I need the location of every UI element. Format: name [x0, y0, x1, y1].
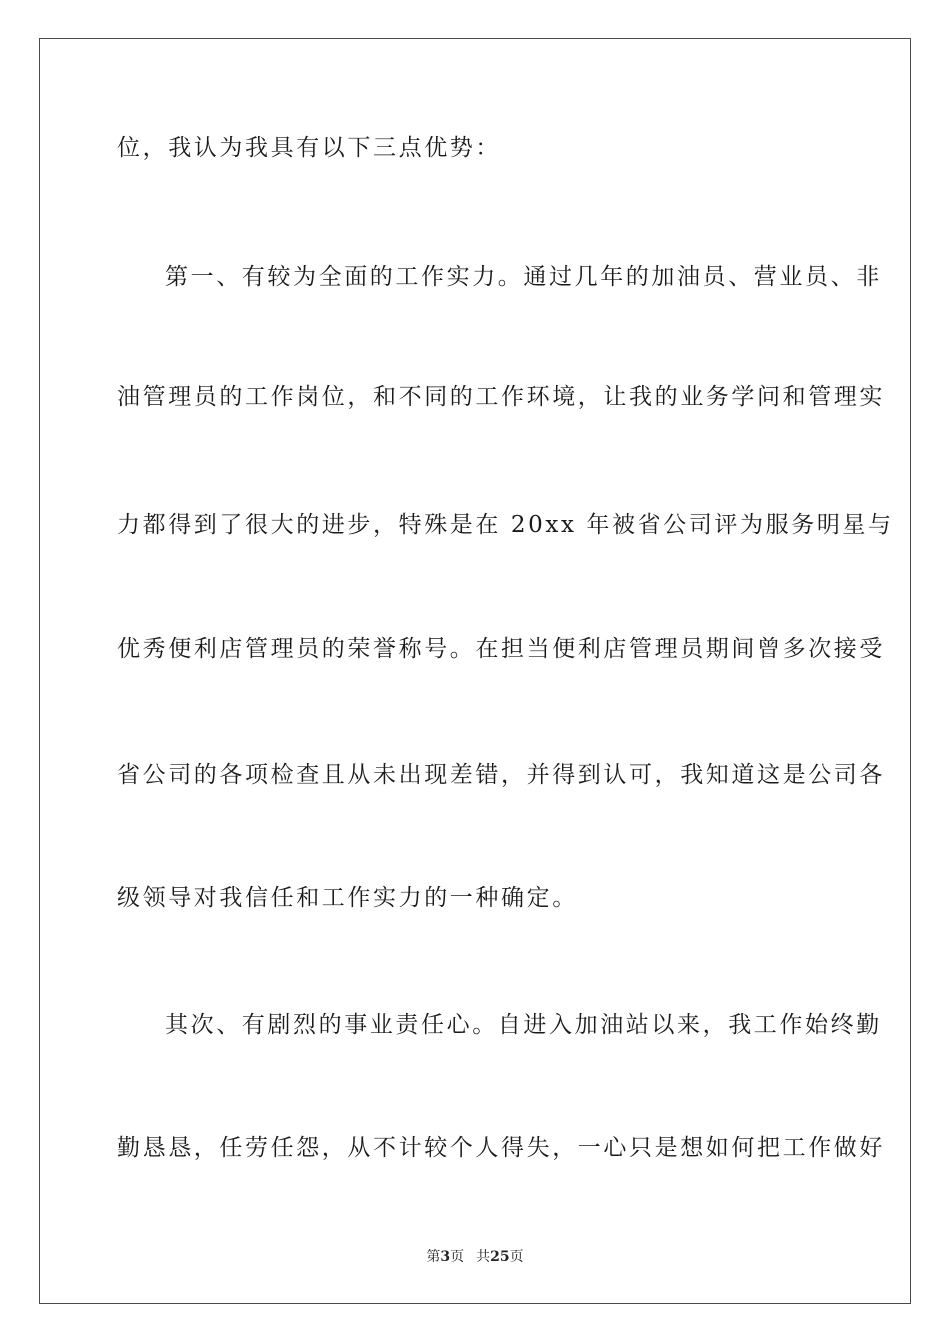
paragraph-second-point-line-1: 其次、有剧烈的事业责任心。自进入加油站以来，我工作始终勤 [165, 1012, 882, 1038]
page-prefix: 第 [426, 1249, 441, 1265]
current-page-number: 3 [440, 1249, 451, 1265]
paragraph-first-point-line-1: 第一、有较为全面的工作实力。通过几年的加油员、营业员、非 [165, 264, 882, 290]
total-prefix: 共 [476, 1249, 491, 1265]
body-line-1: 位，我认为我具有以下三点优势： [117, 135, 501, 161]
body-line-3: 油管理员的工作岗位，和不同的工作环境，让我的业务学问和管理实 [117, 384, 885, 410]
page-border [39, 38, 911, 1304]
body-line-6: 省公司的各项检查且从未出现差错，并得到认可，我知道这是公司各 [117, 762, 885, 788]
body-line-9: 勤恳恳，任劳任怨，从不计较个人得失，一心只是想如何把工作做好 [117, 1135, 885, 1161]
total-suffix: 页 [509, 1249, 524, 1265]
page-suffix: 页 [450, 1249, 465, 1265]
total-page-count: 25 [490, 1249, 510, 1265]
body-line-5: 优秀便利店管理员的荣誉称号。在担当便利店管理员期间曾多次接受 [117, 636, 885, 662]
body-line-7: 级领导对我信任和工作实力的一种确定。 [117, 885, 578, 911]
page-number-footer [0, 1248, 950, 1266]
body-line-4: 力都得到了很大的进步，特殊是在 20xx 年被省公司评为服务明星与 [117, 512, 894, 538]
